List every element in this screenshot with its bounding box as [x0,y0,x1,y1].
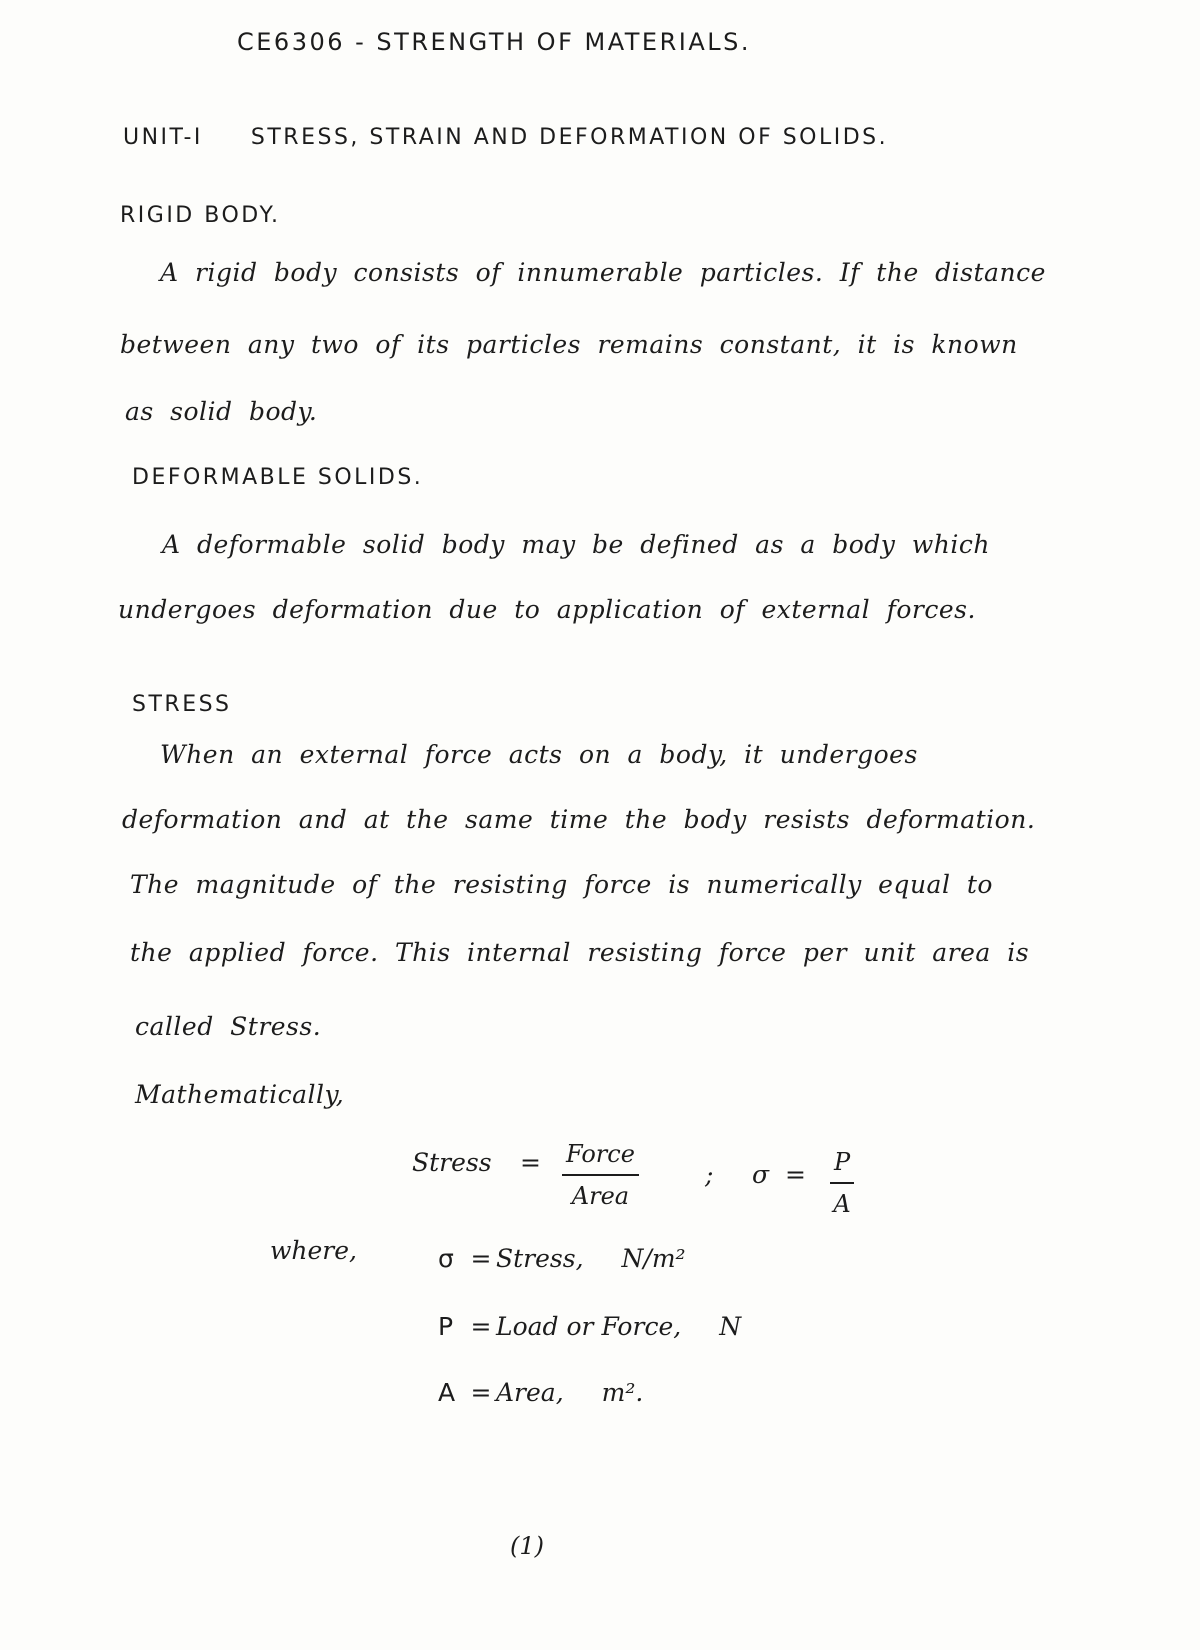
sigma-symbol: σ [752,1160,770,1189]
deformable-solids-heading: DEFORMABLE SOLIDS. [132,465,424,490]
formula-separator: ; [705,1160,714,1189]
definition-equals: = [470,1312,492,1341]
definition-unit: m². [601,1378,644,1407]
rigid-body-line-2: between any two of its particles remains constant, it is known [120,330,1018,359]
definition-symbol: A [438,1378,456,1407]
rigid-body-line-3: as solid body. [125,397,318,426]
stress-line-4: the applied force. This internal resisting force per unit area is [130,938,1030,967]
definition-equals: = [470,1378,492,1407]
page-number: (1) [510,1532,544,1560]
course-title: CE6306 - STRENGTH OF MATERIALS. [237,28,751,56]
mathematically-label: Mathematically, [135,1080,345,1109]
definition-unit: N [719,1312,742,1341]
deformable-solids-line-1: A deformable solid body may be defined as a body which [162,530,990,559]
definition-equals: = [470,1244,492,1273]
formula-equals: = [520,1148,541,1177]
stress-line-5: called Stress. [135,1012,322,1041]
definition-row-p [438,1312,741,1341]
stress-line-1: When an external force acts on a body, it undergoes [160,740,918,769]
definition-unit: N/m² [621,1244,686,1273]
unit-label: UNIT-I [123,125,203,150]
fraction-numerator: Force [562,1140,639,1176]
definition-row-a [438,1378,643,1407]
definition-symbol: σ [438,1244,454,1273]
deformable-solids-line-2: undergoes deformation due to application of external forces. [118,595,976,624]
rigid-body-line-1: A rigid body consists of innumerable particles. If the distance [160,258,1046,287]
symbol-denominator: A [833,1190,851,1218]
unit-title: STRESS, STRAIN AND DEFORMATION OF SOLIDS. [250,125,889,150]
definition-meaning: Area, [496,1378,564,1407]
sigma-equals: = [785,1160,806,1189]
definition-row-sigma [438,1244,686,1273]
unit-heading [123,125,888,150]
definition-symbol: P [438,1312,454,1341]
stress-line-3: The magnitude of the resisting force is numerically equal to [130,870,993,899]
rigid-body-heading: RIGID BODY. [120,203,281,228]
formula-lhs: Stress [412,1148,492,1177]
force-over-area-fraction [562,1140,639,1210]
definition-meaning: Stress, [496,1244,584,1273]
definition-meaning: Load or Force, [496,1312,682,1341]
symbol-numerator: P [830,1148,854,1184]
fraction-denominator: Area [571,1182,630,1210]
where-label: where, [270,1236,357,1265]
stress-heading: STRESS [132,692,232,717]
p-over-a-fraction [830,1148,854,1218]
stress-line-2: deformation and at the same time the body resists deformation. [122,805,1036,834]
